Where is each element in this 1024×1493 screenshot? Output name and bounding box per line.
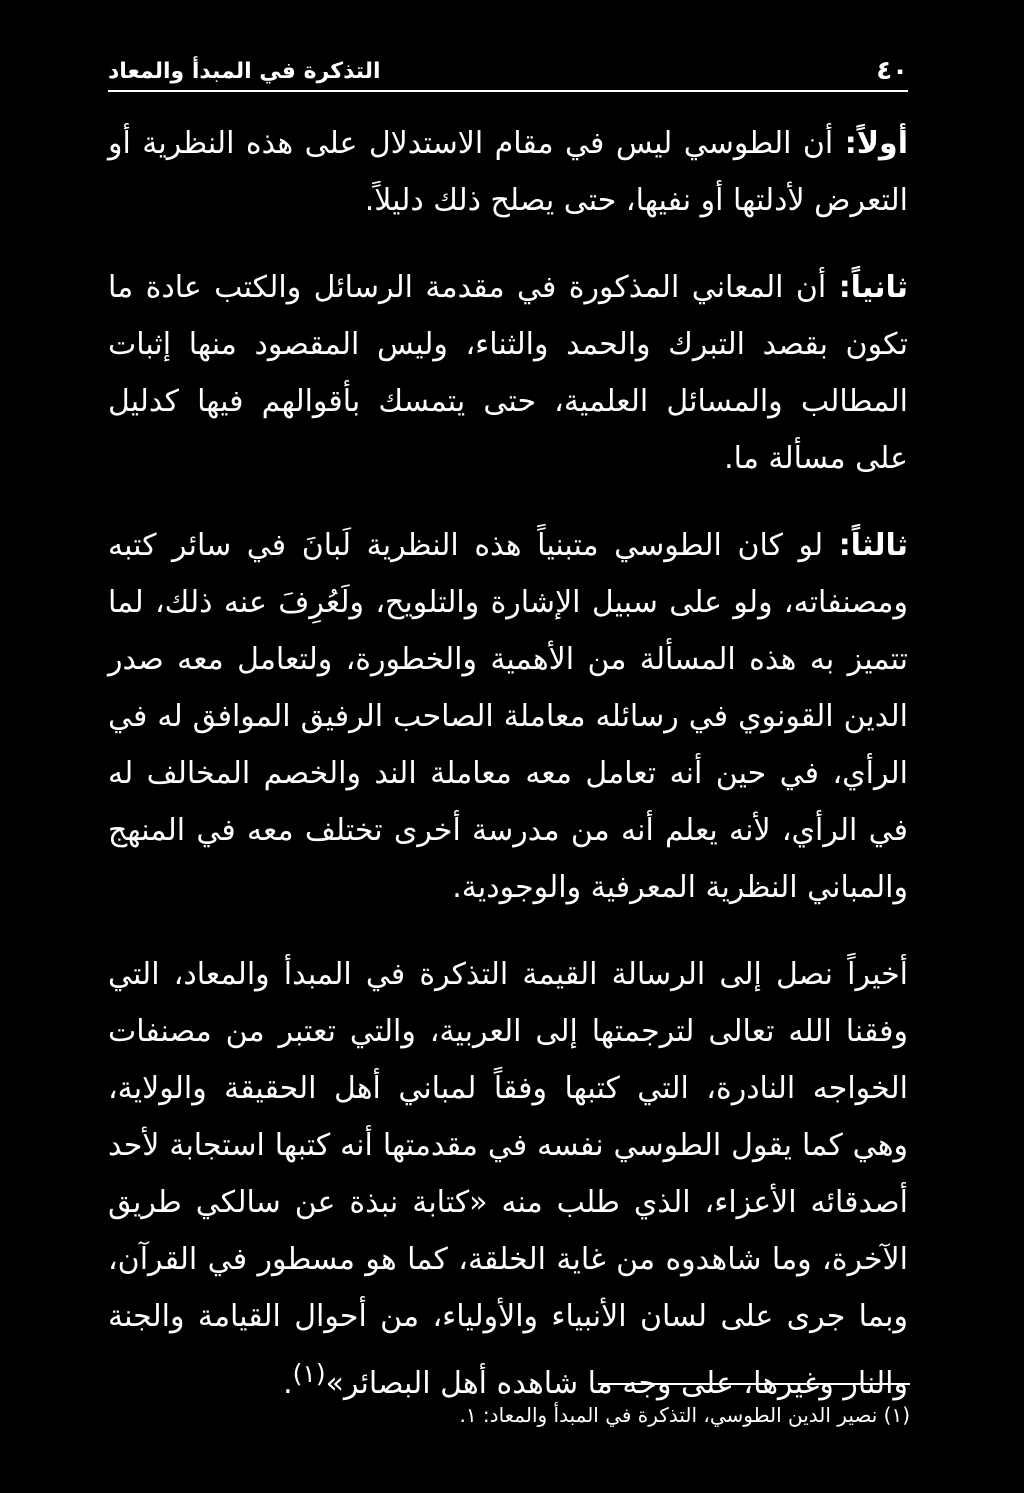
paragraph-end: . <box>283 1366 293 1401</box>
paragraph-first <box>108 115 908 229</box>
footnote: (١) نصير الدين الطوسي، التذكرة في المبدأ والمعاد: ١. <box>459 1403 910 1427</box>
footnote-divider <box>598 1383 910 1385</box>
paragraph-third <box>108 517 908 916</box>
paragraph-body: لو كان الطوسي متبنياً هذه النظرية لَبانَ في سائر كتبه ومصنفاته، ولو على سبيل الإشارة والتلويح، ولَعُرِفَ عنه ذلك، لما تتميز به هذه المسألة من الأهمية والخطورة، ولتعامل معه صدر الدين القونوي في رسائله معاملة الصاحب الرفيق الموافق له في الرأي، في حين أنه تعامل معه معاملة الند والخصم المخالف له في الرأي، لأنه يعلم أنه من مدرسة أخرى تختلف معه في المنهج والمباني النظرية المعرفية والوجودية. <box>108 528 908 905</box>
paragraph-body: أخيراً نصل إلى الرسالة القيمة التذكرة في المبدأ والمعاد، التي وفقنا الله تعالى لترجمتها إلى العربية، والتي تعتبر من مصنفات الخواجه النادرة، التي كتبها وفقاً لمباني أهل الحقيقة والولاية، وهي كما يقول الطوسي نفسه في مقدمتها أنه كتبها استجابة لأحد أصدقائه الأعزاء، الذي طلب منه «كتابة نبذة عن سالكي طريق الآخرة، وما شاهدوه من غاية الخلقة، كما هو مسطور في القرآن، وبما جرى على لسان الأنبياء والأولياء، من أحوال القيامة والجنة والنار وغيرها، على وجه ما شاهده أهل البصائر» <box>108 957 908 1401</box>
page-header <box>108 56 908 92</box>
paragraph-body: أن المعاني المذكورة في مقدمة الرسائل والكتب عادة ما تكون بقصد التبرك والحمد والثناء، وليس المقصود منها إثبات المطالب والمسائل العلمية، حتى يتمسك بأقوالهم فيها كدليل على مسألة ما. <box>108 270 908 476</box>
paragraph-label: ثالثاً: <box>838 528 908 563</box>
paragraph-second <box>108 259 908 487</box>
paragraph-label: أولاً: <box>844 126 908 161</box>
footnote-reference[interactable]: (١) <box>292 1359 326 1388</box>
paragraph-label: ثانياً: <box>838 270 908 305</box>
paragraph-body: أن الطوسي ليس في مقام الاستدلال على هذه النظرية أو التعرض لأدلتها أو نفيها، حتى يصلح ذلك دليلاً. <box>108 126 908 218</box>
paragraph-fourth <box>108 946 908 1412</box>
page-number: ٤٠ <box>876 56 908 86</box>
running-title: التذكرة في المبدأ والمعاد <box>108 59 381 84</box>
main-text <box>108 115 908 1442</box>
